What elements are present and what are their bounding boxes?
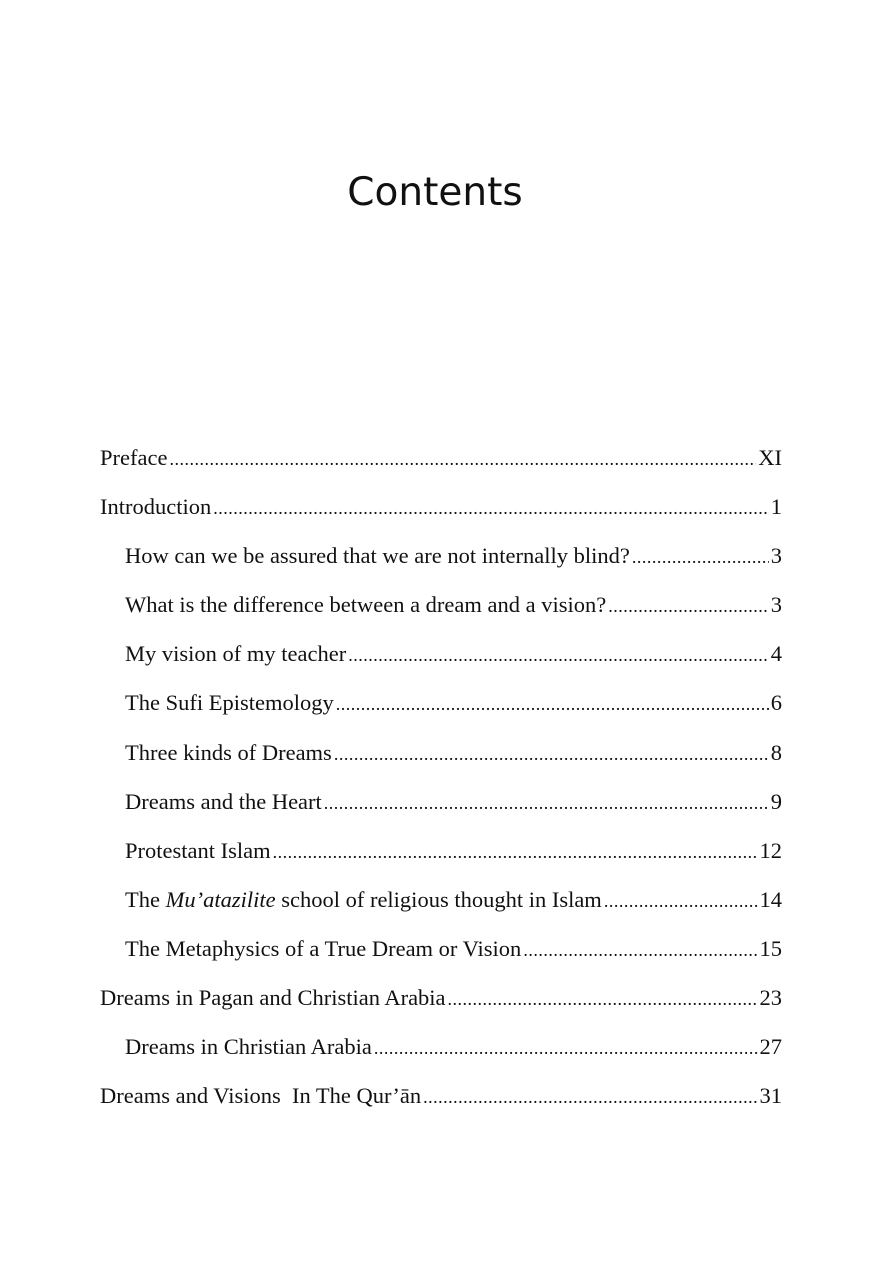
toc-entry-three-kinds-of-dreams[interactable] xyxy=(100,735,782,784)
toc-entry-label-suffix: school of religious thought in Islam xyxy=(275,886,602,912)
toc-entry-sufi-epistemology[interactable] xyxy=(100,685,782,734)
toc-entry-dreams-and-heart[interactable] xyxy=(100,784,782,833)
toc-entry-protestant-islam[interactable] xyxy=(100,833,782,882)
dot-leader xyxy=(273,834,758,870)
toc-entry-dreams-in-quran[interactable] xyxy=(100,1078,782,1127)
toc-entry-label: Preface xyxy=(100,445,168,470)
toc-entry-page: 4 xyxy=(770,641,782,667)
dot-leader xyxy=(523,932,757,968)
toc-entry-label: The Metaphysics of a True Dream or Vision xyxy=(125,935,522,961)
dot-leader xyxy=(334,736,769,772)
toc-entry-vision-of-teacher[interactable] xyxy=(100,636,782,685)
toc-entry-label: Three kinds of Dreams xyxy=(125,739,332,765)
dot-leader xyxy=(374,1030,758,1066)
toc-entry-label: Dreams in Pagan and Christian Arabia xyxy=(100,985,446,1011)
toc-entry-label: Dreams and Visions In The Qur’ān xyxy=(100,1083,422,1109)
toc-entry-pagan-christian-arabia[interactable] xyxy=(100,980,782,1029)
toc-entry-page: 12 xyxy=(759,837,782,863)
toc-entry-page: XI xyxy=(758,445,782,470)
toc-entry-dream-vs-vision[interactable] xyxy=(100,587,782,636)
toc-entry-label: My vision of my teacher xyxy=(125,641,347,667)
dot-leader xyxy=(608,588,769,624)
dot-leader xyxy=(336,686,769,722)
toc-entry-page: 1 xyxy=(770,494,782,520)
toc-entry-page: 9 xyxy=(770,788,782,814)
toc-entry-label: Dreams and the Heart xyxy=(125,788,322,814)
toc-entry-label: Protestant Islam xyxy=(125,837,271,863)
toc-entry-internally-blind[interactable] xyxy=(100,538,782,587)
dot-leader xyxy=(324,785,769,821)
toc-entry-christian-arabia[interactable] xyxy=(100,1029,782,1078)
dot-leader xyxy=(423,1079,757,1115)
dot-leader xyxy=(448,981,758,1017)
table-of-contents xyxy=(100,440,782,1127)
toc-entry-mutazilite-school[interactable] xyxy=(100,882,782,931)
toc-entry-page: 31 xyxy=(759,1083,782,1109)
dot-leader xyxy=(169,441,756,477)
toc-entry-preface[interactable] xyxy=(100,440,782,489)
toc-entry-page: 6 xyxy=(770,690,782,716)
toc-entry-label: How can we be assured that we are not internally blind? xyxy=(125,543,630,569)
toc-entry-page: 3 xyxy=(770,592,782,618)
toc-entry-label-italic: Mu’atazilite xyxy=(165,886,276,912)
toc-entry-page: 3 xyxy=(770,543,782,569)
toc-entry-label: What is the difference between a dream and a vision? xyxy=(125,592,607,618)
toc-entry-label: Dreams in Christian Arabia xyxy=(125,1034,372,1060)
dot-leader xyxy=(604,883,758,919)
dot-leader xyxy=(213,490,769,526)
toc-entry-label xyxy=(125,882,602,918)
dot-leader xyxy=(632,539,769,575)
dot-leader xyxy=(348,637,769,673)
toc-entry-label: The Sufi Epistemology xyxy=(125,690,334,716)
toc-entry-label: Introduction xyxy=(100,494,212,520)
toc-entry-introduction[interactable] xyxy=(100,489,782,538)
toc-entry-metaphysics-true-dream[interactable] xyxy=(100,931,782,980)
toc-entry-label-prefix: The xyxy=(125,886,166,912)
toc-entry-page: 27 xyxy=(759,1034,782,1060)
page-title: Contents xyxy=(347,170,523,215)
toc-entry-page: 14 xyxy=(759,886,782,912)
toc-entry-page: 23 xyxy=(759,985,782,1011)
toc-entry-page: 15 xyxy=(759,935,782,961)
toc-entry-page: 8 xyxy=(770,739,782,765)
